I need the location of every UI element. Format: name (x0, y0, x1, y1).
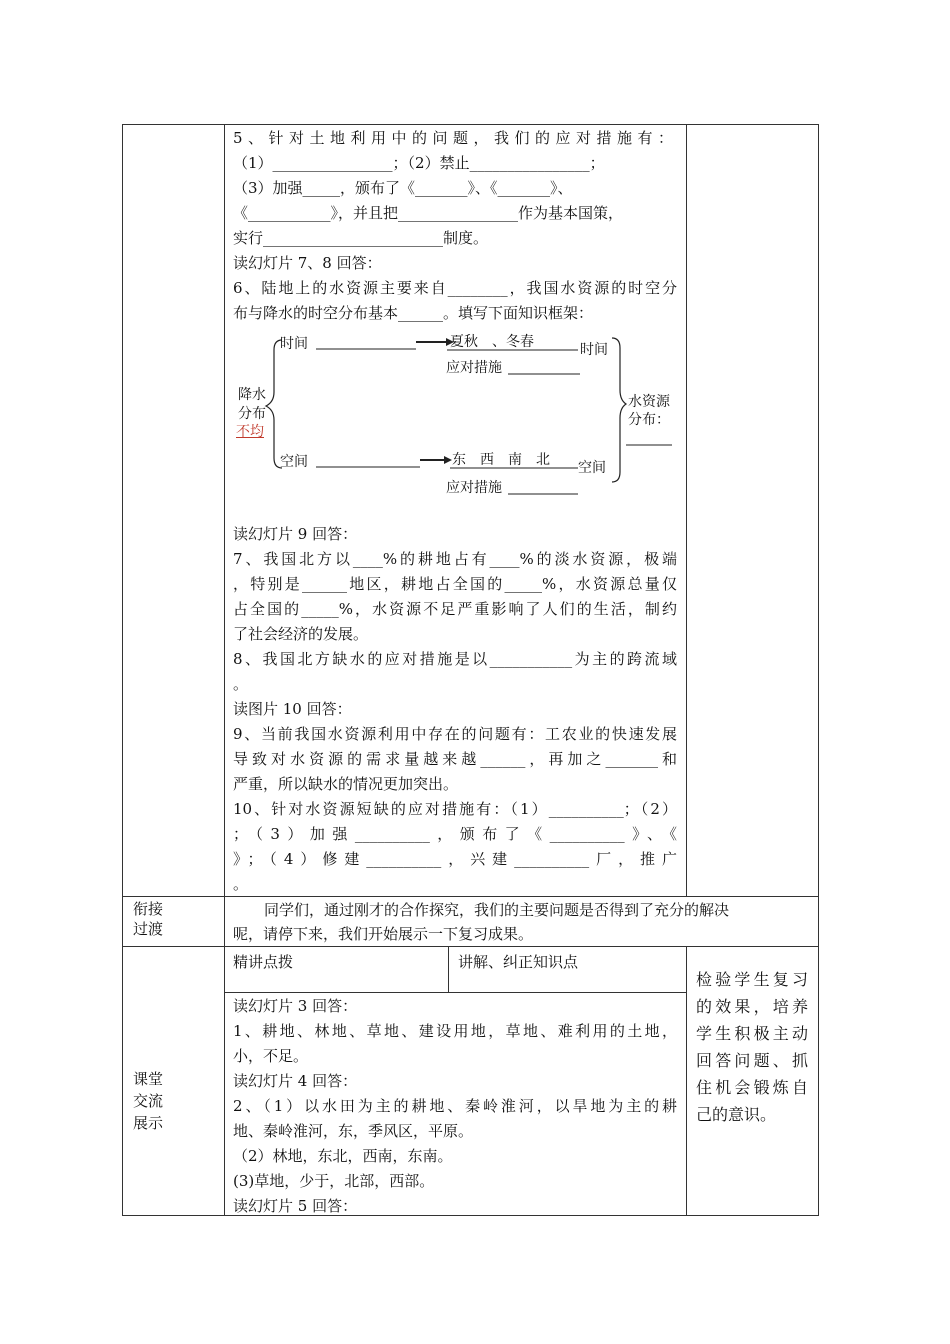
answer-line: 读幻灯片 3 回答： (233, 997, 358, 1015)
transition-label-1: 衔接 (133, 900, 164, 918)
header-right: 讲解、纠正知识点 (458, 953, 579, 971)
text-line: （3）加强_____，颁布了《_______》、《_______》、 (233, 179, 573, 197)
table-bottom-border (122, 1215, 819, 1216)
text-line: 。 (233, 875, 249, 893)
table-right-border (818, 124, 819, 1216)
transition-label-2: 过渡 (133, 920, 164, 938)
header-left: 精讲点拨 (233, 953, 294, 971)
space-label: 空间 (280, 454, 308, 470)
time-result: 夏秋 、冬春 (450, 334, 534, 350)
space-suffix: 空间 (578, 460, 606, 476)
col-divider-2-bottom (686, 946, 687, 1216)
time-label: 时间 (280, 336, 308, 352)
measure-label-2: 应对措施 (446, 480, 502, 496)
answer-line: (3)草地，少于，北部，西部。 (233, 1172, 435, 1190)
distribution-label: 分布 (238, 406, 266, 422)
text-line: 导致对水资源的需求量越来越______，再加之_______和 (233, 750, 677, 768)
exchange-label-2: 交流 (133, 1092, 164, 1110)
answer-line: 1、耕地、林地、草地、建设用地，草地、难利用的土地， (233, 1022, 677, 1040)
text-line: 读幻灯片 9 回答： (233, 525, 358, 543)
time-suffix: 时间 (580, 342, 608, 358)
col-divider-2-top (686, 124, 687, 896)
text-line: ；（3）加强__________，颁布了《__________》、《 (233, 825, 677, 843)
precip-label: 降水 (238, 387, 266, 403)
measure-label-1: 应对措施 (446, 360, 502, 376)
header-bottom-line (224, 992, 686, 993)
purpose-line: 己的意识。 (696, 1105, 777, 1124)
space-result: 东 西 南 北 (452, 452, 550, 468)
text-line: 占全国的_____%，水资源不足严重影响了人们的生活，制约 (233, 600, 677, 618)
knowledge-frame-diagram (230, 330, 685, 505)
text-line: 8、我国北方缺水的应对措施是以___________为主的跨流域 (233, 650, 677, 668)
text-line: 读图片 10 回答： (233, 700, 352, 718)
purpose-line: 学生积极主动 (696, 1024, 808, 1043)
table-top-border (122, 124, 819, 125)
exchange-label-1: 课堂 (133, 1070, 164, 1088)
purpose-line: 回答问题、抓 (696, 1051, 808, 1070)
header-inner-divider (448, 946, 449, 992)
text-line: 6、陆地上的水资源主要来自________，我国水资源的时空分 (233, 279, 677, 297)
transition-line-1: 同学们，通过刚才的合作探究，我们的主要问题是否得到了充分的解决 (264, 901, 730, 919)
text-line: 9、当前我国水资源利用中存在的问题有：工农业的快速发展 (233, 725, 677, 743)
answer-line: 地、秦岭淮河，东，季风区，平原。 (233, 1122, 474, 1140)
purpose-line: 检验学生复习 (696, 970, 808, 989)
purpose-line: 住机会锻炼自 (696, 1078, 808, 1097)
text-line: 》；（4）修建__________，兴建__________厂，推广 (233, 850, 677, 868)
text-line: （1）________________；（2）禁止________________； (233, 154, 605, 172)
answer-line: （2）林地，东北，西南，东南。 (233, 1147, 453, 1165)
text-line: 了社会经济的发展。 (233, 625, 369, 643)
uneven-label: 不均 (236, 424, 264, 440)
text-line: 。 (233, 675, 249, 693)
text-line: 5、针对土地利用中的问题，我们的应对措施有： (233, 129, 673, 147)
exchange-label-3: 展示 (133, 1114, 164, 1132)
text-line: ，特别是______地区，耕地占全国的_____%，水资源总量仅 (233, 575, 677, 593)
text-line: 读幻灯片 7、8 回答： (233, 254, 382, 272)
answer-line: 2、（1）以水田为主的耕地、秦岭淮河，以旱地为主的耕 (233, 1097, 677, 1115)
text-line: 严重，所以缺水的情况更加突出。 (233, 775, 459, 793)
answer-line: 小，不足。 (233, 1047, 309, 1065)
text-line: 10、针对水资源短缺的应对措施有：（1）__________；（2） (233, 800, 677, 818)
col-divider-1 (224, 124, 225, 1216)
answer-line: 读幻灯片 5 回答： (233, 1197, 358, 1215)
row-divider-transition-top (122, 896, 819, 897)
transition-line-2: 呢，请停下来，我们开始展示一下复习成果。 (233, 925, 534, 943)
answer-line: 读幻灯片 4 回答： (233, 1072, 358, 1090)
text-line: 《___________》，并且把________________作为基本国策， (233, 204, 624, 222)
water-resource-label: 水资源 (628, 394, 670, 410)
water-distribution-label: 分布： (628, 412, 670, 428)
text-line: 布与降水的时空分布基本______。填写下面知识框架： (233, 304, 594, 322)
purpose-line: 的效果，培养 (696, 997, 808, 1016)
table-left-border (122, 124, 123, 1216)
text-line: 实行________________________制度。 (233, 229, 489, 247)
text-line: 7、我国北方以____%的耕地占有____%的淡水资源，极端 (233, 550, 677, 568)
